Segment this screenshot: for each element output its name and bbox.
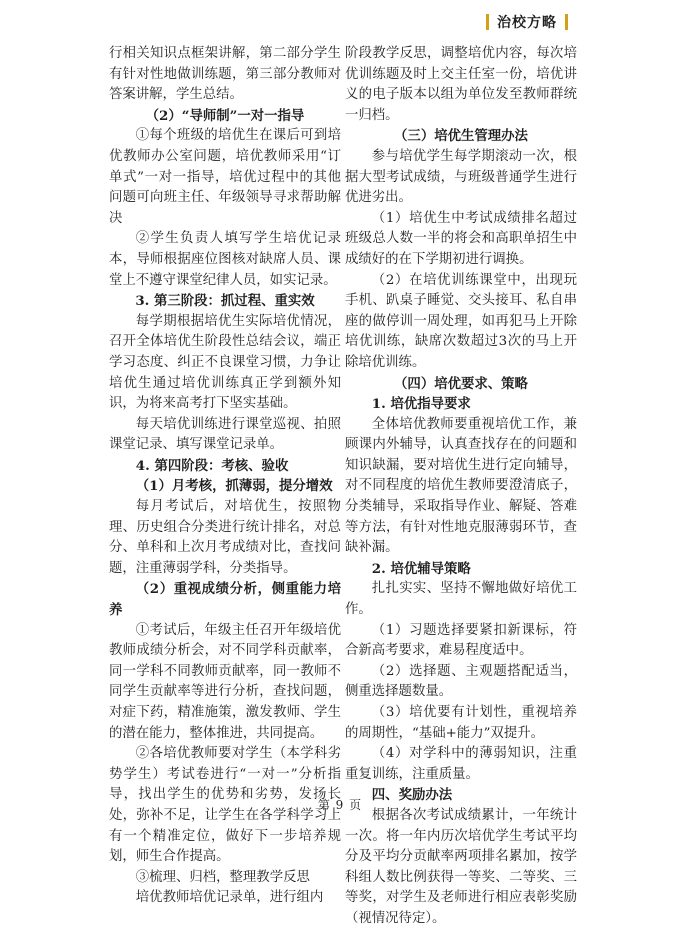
- paragraph: 每学期根据培优生实际培优情况，召开全体培优生阶段性总结会议，端正学习态度、纠正不良课堂习惯，力争让培优生通过培优训练真正学到额外知识，为将来高考打下坚实基础。: [109, 313, 341, 412]
- paragraph: 全体培优教师要重视培优工作，兼顾课内外辅导，认真查找存在的问题和知识缺漏，要对培优生进行定向辅导，对不同程度的培优生教师要澄清底子，分类辅导，采取指导作业、解疑、答难等方法，有针对性地克服薄弱环节，查缺补漏。: [345, 416, 577, 556]
- paragraph: ①考试后，年级主任召开年级培优教师成绩分析会，对不同学科贡献率，同一学科不同教师贡献率，同一教师不同学生贡献率等进行分析，查找问题，对症下药，精准施策，激发教师、学生的潜在能力，整体推进，共同提高。: [109, 622, 341, 741]
- paragraph: （1）习题选择要紧扣新课标，符合新高考要求，难易程度适中。: [345, 622, 577, 659]
- paragraph: （4）对学科中的薄弱知识，注重重复训练，注重质量。: [345, 746, 577, 782]
- paragraph: （3）培优要有计划性，重视培养的周期性，“基础+能力”双提升。: [345, 705, 577, 741]
- subheading: （2）“导师制”一对一指导: [145, 107, 305, 124]
- paragraph: 培优教师培优记录单，进行组内: [135, 890, 324, 906]
- paragraph: （2）选择题、主观题搭配适当，侧重选择题数量。: [345, 663, 577, 700]
- paragraph: ①每个班级的培优生在课后可到培优教师办公室问题，培优教师采用“订单式”一对一指导，培优过程中的其他问题可向班主任、年级领导寻求帮助解决: [109, 128, 341, 226]
- paragraph: 参与培优学生每学期滚动一次，根据大型考试成绩，与班级普通学生进行优进劣出。: [345, 148, 577, 206]
- paragraph: ②学生负责人填写学生培优记录本，导师根据座位图核对缺席人员、课堂上不遵守课堂纪律人员，如实记录。: [109, 231, 341, 288]
- paragraph: 扎扎实实、坚持不懈地做好培优工作。: [345, 581, 577, 618]
- paragraph: 行相关知识点框架讲解，第二部分学生有针对性地做训练题，第三部分教师对答案讲解，学生总结。: [109, 46, 341, 103]
- paragraph: 阶段教学反思，调整培优内容，每次培优训练题及时上交主任室一份，培优讲义的电子版本以组为单位发至教师群统一归档。: [345, 46, 577, 123]
- paragraph: ②各培优教师要对学生（本学科劣势学生）考试卷进行“一对一”分析指导，找出学生的优势和劣势，发扬长处，弥补不足，让学生在各学科学习上有一个精准定位，做好下一步培养规划，师生合作提高。: [109, 746, 341, 865]
- subheading: 2. 培优辅导策略: [371, 560, 471, 577]
- paragraph: ③梳理、归档，整理教学反思: [135, 869, 310, 885]
- subheading: 4. 第四阶段：考核、验收: [135, 457, 289, 474]
- paragraph: （1）培优生中考试成绩排名超过班级总人数一半的将会和高职单招生中成绩好的在下学期初进行调换。: [345, 210, 577, 267]
- paragraph: 根据各次考试成绩累计，一年统计一次。将一年内历次培优学生考试平均分及平均分贡献率两项排名累加，按学科组人数比例获得一等奖、二等奖、三等奖，对学生及老师进行相应表彰奖励（视情况待定）。: [345, 807, 577, 926]
- page-number: 第 9 页: [317, 798, 363, 812]
- subheading: 3. 第三阶段：抓过程、重实效: [135, 293, 315, 310]
- paragraph: 每天培优训练进行课堂巡视、拍照课堂记录、填写课堂记录单。: [109, 416, 341, 453]
- header-bar-right: [565, 14, 568, 30]
- subheading: （1）月考核，抓薄弱，提分增效: [135, 478, 333, 495]
- section-title: 治校方略: [497, 15, 557, 31]
- subheading: （2）重视成绩分析，侧重能力培养: [109, 581, 341, 619]
- subheading: （三）培优生管理办法: [394, 128, 528, 145]
- subheading: 四、奖励办法: [371, 787, 453, 804]
- paragraph: （2）在培优训练课堂中，出现玩手机、趴桌子睡觉、交头接耳、私自串座的做停训一周处理，如再犯马上开除培优训练，缺席次数超过3次的马上开除培优训练。: [345, 272, 577, 370]
- left-column: [109, 44, 341, 909]
- paragraph: 每月考试后，对培优生，按照物理、历史组合分类进行统计排名，对总分、单科和上次月考成绩对比，查找问题，注重薄弱学科，分类指导。: [109, 499, 341, 576]
- page-header: [486, 12, 568, 32]
- subheading: （四）培优要求、策略: [394, 375, 528, 392]
- subheading: 1. 培优指导要求: [371, 396, 471, 413]
